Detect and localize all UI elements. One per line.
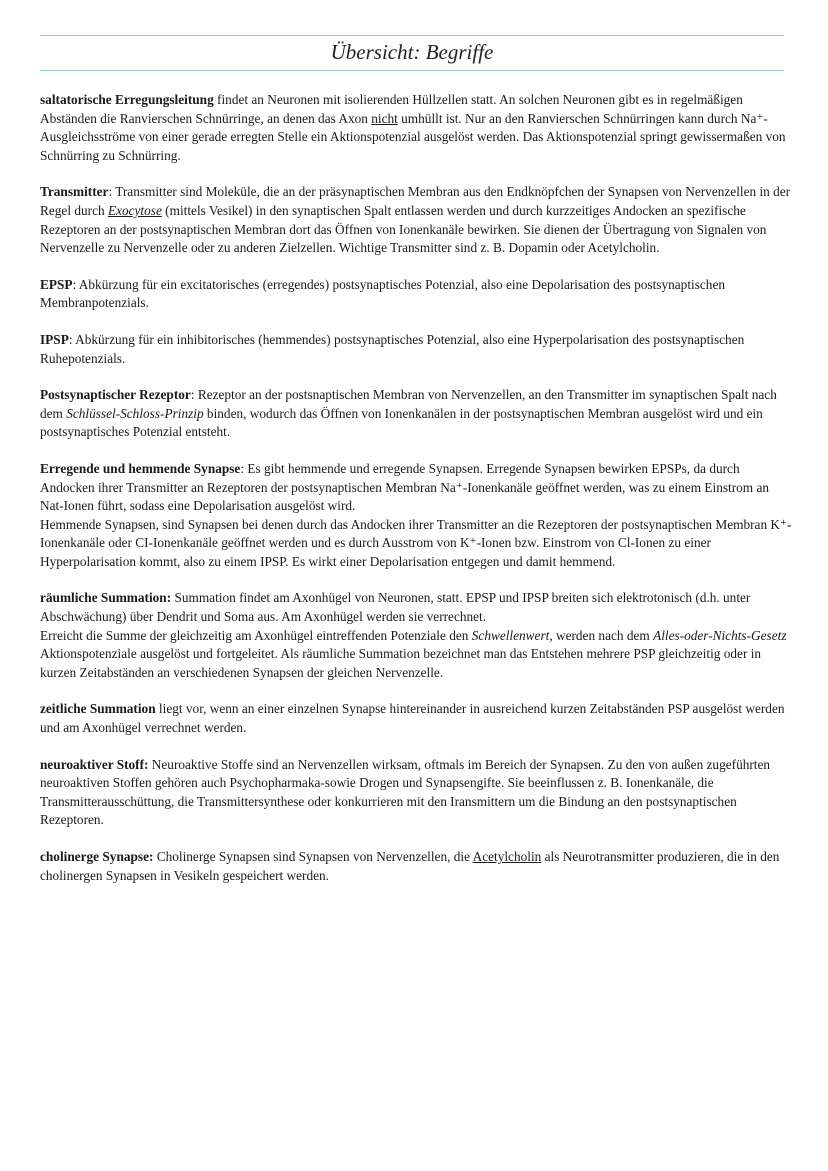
entry-text: binden, wodurch das Öffnen von Ionenkanälen in der postsynaptischen Membran ausgelöst wird und ein postsynaptisches Potenzial entsteht. [40, 405, 763, 440]
glossary-entry [40, 756, 792, 830]
emphasized-text: Exocytose [107, 202, 162, 218]
entry-paragraph [40, 91, 792, 165]
entry-term: saltatorische Erregungsleitung [40, 92, 214, 107]
entry-text: : Abkürzung für ein inhibitorisches (hemmendes) postsynaptisches Potenzial, also eine Hyperpolarisation des postsynaptischen Ruhepotenzials. [40, 331, 745, 366]
entry-text: Cholinerge Synapsen sind Synapsen von Nervenzellen, die [153, 849, 473, 864]
entry-text: : Es gibt hemmende und erregende Synapsen. Erregende Synapsen bewirken EPSPs, da durch Andocken ihrer Transmitter an Rezeptoren der postsynaptischen Membran Na⁺-Ionenkanäle geöffnet werden, was zu einem Einstrom an Nat-Ionen führt, sodass eine Depolarisation ausgelöst wird. [40, 460, 770, 514]
glossary-entry [40, 848, 792, 885]
emphasized-text: Acetylcholin [472, 849, 542, 864]
emphasized-text: Schlüssel-Schloss-Prinzip [66, 405, 204, 421]
glossary-content [40, 91, 792, 903]
entry-text: Neuroaktive Stoffe sind an Nervenzellen wirksam, oftmals im Bereich der Synapsen. Zu den von außen zugeführten neuroaktiven Stoffen gehören auch Psychopharmaka-sowie Drogen und Synapsengifte. Sie beeinflussen z. B. Ionenkanäle, die Transmitterausschüttung, die Transmittersynthese oder konkurrieren mit den Iransmittern um die Bindung an den postsynaptischen Rezeptoren. [40, 756, 771, 828]
glossary-entry [40, 700, 792, 737]
entry-text: umhüllt ist. Nur an den Ranvierschen Schnürringen kann durch Na⁺-Ausgleichsströme von einer gerade erregten Stelle ein Aktionspotenzial ausgelöst werden. Das Aktionspotenzial springt gewissermaßen von Schnürring zu Schnürring. [40, 110, 786, 163]
entry-term: EPSP [40, 276, 73, 292]
entry-paragraph [40, 386, 792, 442]
entry-term: Erregende und hemmende Synapse [40, 460, 241, 476]
entry-text: : Abkürzung für ein excitatorisches (erregendes) postsynaptisches Potenzial, also eine Depolarisation des postsynaptischen Membranpotenzials. [40, 276, 725, 311]
page-title: Übersicht: Begriffe [330, 40, 494, 64]
entry-text: : Transmitter sind Moleküle, die an der präsynaptischen Membran aus den Endknöpfchen der Synapsen von Nervenzellen in der Regel durch [40, 184, 791, 218]
title-rule-top [40, 35, 784, 36]
entry-text: Hemmende Synapsen, sind Synapsen bei denen durch das Andocken ihrer Transmitter an die Rezeptoren der postsynaptischen Membran K⁺-Ionenkanäle oder CI-Ionenkanäle geöffnet werden und es durch Ausstrom von K⁺-Ionen bzw. Einstrom von Cl-Ionen zu einer Hyperpolarisation kommt, also zu einem IPSP. Es wirkt einer Depolarisation entgegen und damit hemmend. [40, 516, 792, 569]
entry-paragraph [40, 460, 792, 516]
glossary-entry [40, 386, 792, 442]
emphasized-text: nicht [371, 110, 398, 126]
entry-paragraph [40, 183, 792, 257]
glossary-entry [40, 460, 792, 572]
entry-paragraph [40, 331, 792, 368]
entry-term: neuroaktiver Stoff: [40, 756, 149, 772]
glossary-entry [40, 183, 792, 257]
entry-text: Aktionspotenziale ausgelöst und fortgeleitet. Als räumliche Summation bezeichnet man das Entstehen mehrere PSP gleichzeitig oder in kurzen Zeitabständen an verschiedenen Synapsen der gleichen Nervenzelle. [40, 646, 762, 680]
entry-text: findet an Neuronen mit isolierenden Hüllzellen statt. An solchen Neuronen gibt es in regelmäßigen Abständen die Ranvierschen Schnürringe, an denen das Axon [40, 92, 743, 126]
entry-paragraph [40, 848, 792, 885]
glossary-entry [40, 91, 792, 165]
entry-text: Summation findet am Axonhügel von Neuronen, statt. EPSP und IPSP breiten sich elektrotonisch (d.h. unter Abschwächung) über Dendrit und Soma aus. Am Axonhügel werden sie verrechnet. [40, 590, 751, 625]
entry-term: Postsynaptischer Rezeptor [40, 387, 191, 403]
entry-paragraph [40, 516, 792, 572]
entry-term: zeitliche Summation [40, 701, 156, 717]
entry-term: cholinerge Synapse: [40, 849, 154, 864]
entry-text: , werden nach dem [549, 627, 654, 643]
glossary-entry [40, 331, 792, 368]
emphasized-text: Schwellenwert [471, 627, 550, 643]
entry-term: Transmitter [40, 184, 109, 200]
entry-text: (mittels Vesikel) in den synaptischen Spalt entlassen werden und durch kurzzeitiges Andocken an spezifische Rezeptoren an der postsynaptischen Membran dort das Öffnen von Ionenkanäle bewirken. Sie dienen der Übertragung von Signalen von Nervenzelle zu Nervenzelle oder zu anderen Zielzellen. Wichtige Transmitter sind z. B. Dopamin oder Acetylcholin. [40, 202, 767, 256]
title-rule-bottom [40, 70, 784, 71]
entry-paragraph [40, 627, 792, 683]
emphasized-text: Alles-oder-Nichts-Gesetz [653, 627, 787, 643]
glossary-entry [40, 276, 792, 313]
entry-text: : Rezeptor an der postsnaptischen Membran von Nervenzellen, an den Transmitter im synaptischen Spalt nach dem [40, 387, 777, 421]
entry-term: IPSP [40, 331, 69, 347]
entry-paragraph [40, 700, 792, 737]
entry-text: als Neurotransmitter produzieren, die in den cholinergen Synapsen in Vesikeln gespeichert werden. [40, 849, 780, 883]
glossary-entry [40, 589, 792, 682]
entry-paragraph [40, 276, 792, 313]
entry-text: Erreicht die Summe der gleichzeitig am Axonhügel eintreffenden Potenziale den [40, 627, 472, 643]
entry-term: räumliche Summation: [40, 590, 172, 606]
entry-text: liegt vor, wenn an einer einzelnen Synapse hintereinander in ausreichend kurzen Zeitabständen PSP ausgelöst werden und am Axonhügel verrechnet werden. [40, 701, 785, 736]
entry-paragraph [40, 589, 792, 626]
entry-paragraph [40, 756, 792, 830]
